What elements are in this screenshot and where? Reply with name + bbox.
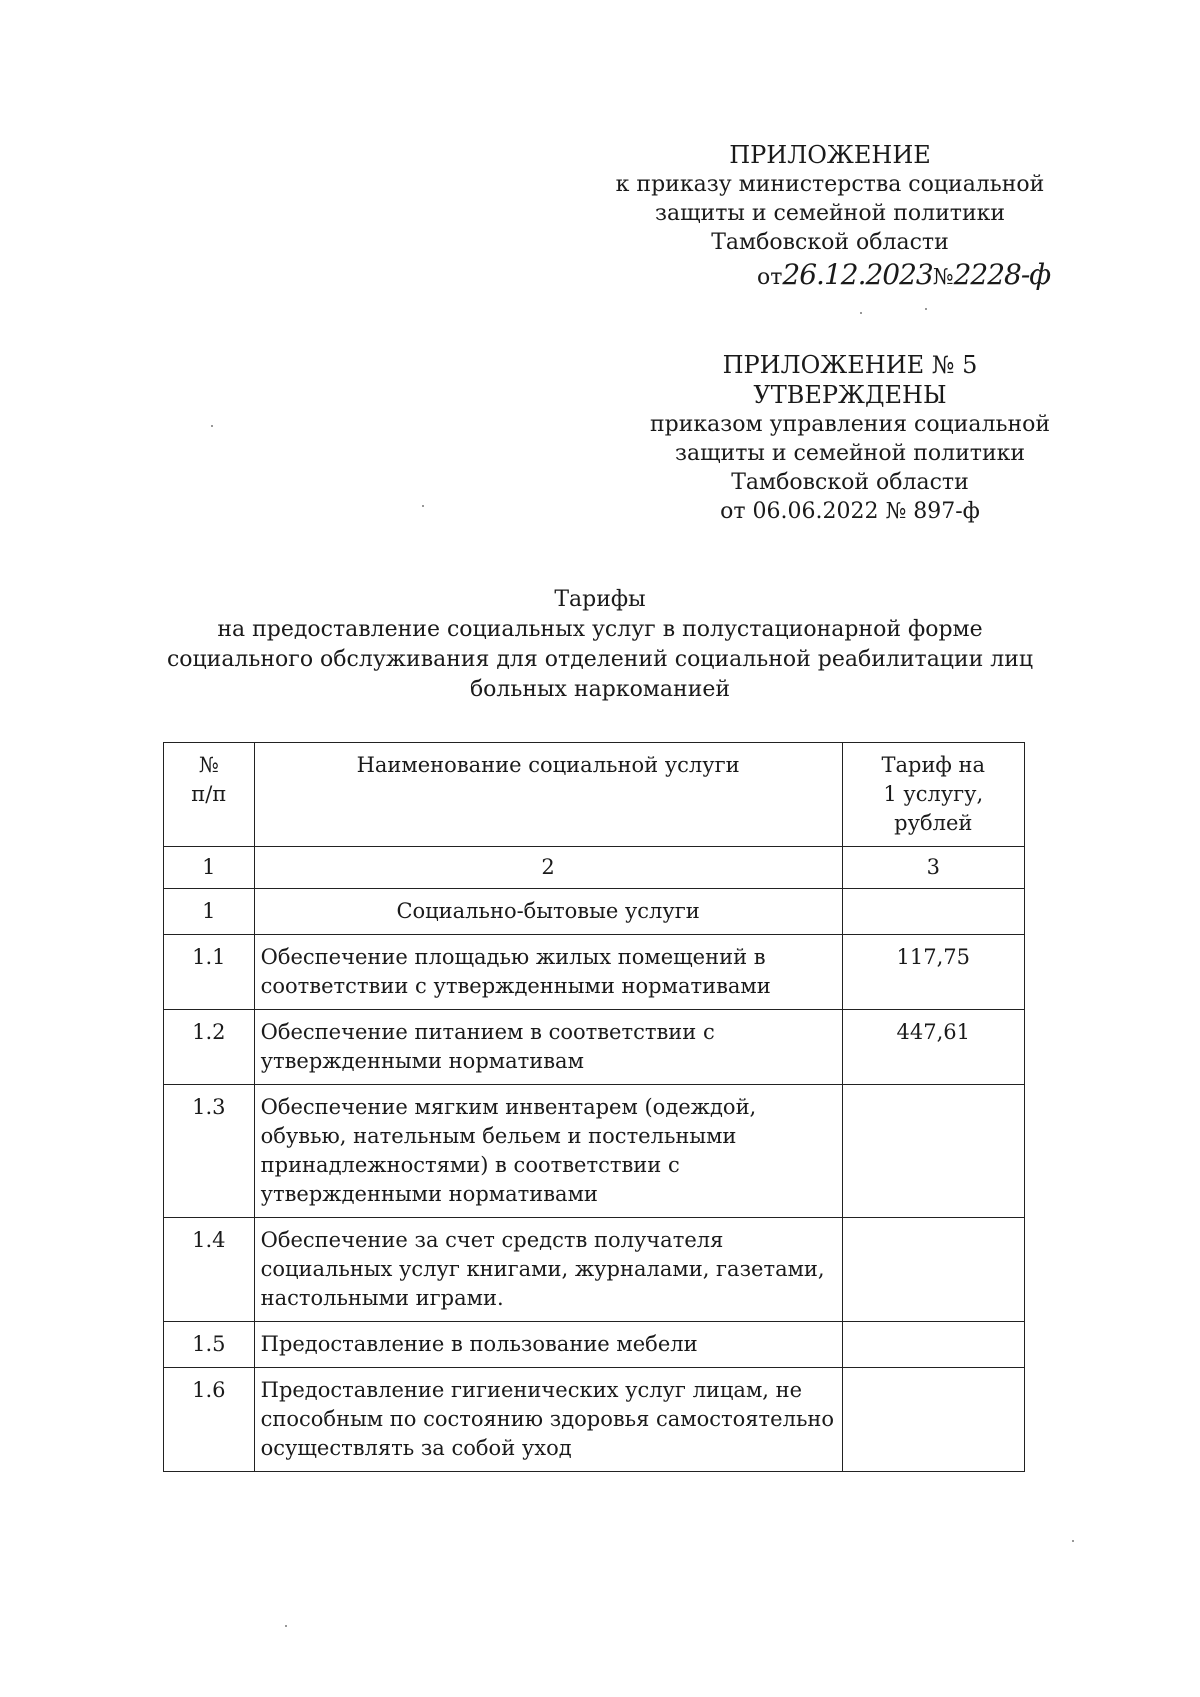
header-tariff-line: рублей	[894, 811, 973, 835]
row-num: 1.4	[164, 1218, 255, 1322]
header-num	[164, 743, 255, 847]
appendix5-header	[630, 350, 1070, 526]
order-reference	[757, 258, 1050, 291]
column-number-row	[164, 847, 1025, 889]
row-name: Обеспечение питанием в соответствии с утвержденными нормативам	[254, 1010, 842, 1085]
row-name: Обеспечение за счет средств получателя социальных услуг книгами, журналами, газетами, настольными играми.	[254, 1218, 842, 1322]
handwritten-number: 2228-ф	[953, 258, 1051, 291]
header-tariff	[842, 743, 1024, 847]
row-num: 1.2	[164, 1010, 255, 1085]
appendix5-line: Тамбовской области	[731, 470, 969, 495]
table-row	[164, 1218, 1025, 1322]
appendix5-heading: ПРИЛОЖЕНИЕ № 5	[722, 351, 978, 379]
order-prefix: от	[757, 265, 783, 290]
row-name: Обеспечение мягким инвентарем (одеждой, обувью, нательным бельем и постельными принадлежностями) в соответствии с утвержденными нормативами	[254, 1085, 842, 1218]
appendix5-line: приказом управления социальной	[649, 412, 1051, 437]
table-row	[164, 1010, 1025, 1085]
section-name: Социально-бытовые услуги	[254, 889, 842, 935]
row-num: 1.1	[164, 935, 255, 1010]
scan-speck	[1072, 1540, 1074, 1542]
document-title	[150, 585, 1050, 705]
header-tariff-line: 1 услугу,	[883, 782, 984, 806]
row-num: 1.3	[164, 1085, 255, 1218]
appendix-heading: ПРИЛОЖЕНИЕ	[729, 141, 931, 169]
table-header-row	[164, 743, 1025, 847]
header-name: Наименование социальной услуги	[254, 743, 842, 847]
title-line: больных наркоманией	[469, 677, 731, 702]
table-row	[164, 1368, 1025, 1472]
row-num: 1.6	[164, 1368, 255, 1472]
row-tariff	[842, 1218, 1024, 1322]
table-row	[164, 935, 1025, 1010]
appendix5-line: от 06.06.2022 № 897-ф	[720, 499, 980, 524]
title-line: на предоставление социальных услуг в полустационарной форме	[217, 617, 983, 642]
row-tariff	[842, 1368, 1024, 1472]
row-tariff: 117,75	[842, 935, 1024, 1010]
section-num: 1	[164, 889, 255, 935]
approved-heading: УТВЕРЖДЕНЫ	[753, 381, 947, 409]
row-name: Предоставление гигиенических услуг лицам, не способным по состоянию здоровья самостоятельно осуществлять за собой уход	[254, 1368, 842, 1472]
appendix-line: защиты и семейной политики	[654, 201, 1006, 226]
tariff-table	[163, 742, 1025, 1472]
column-number: 2	[254, 847, 842, 889]
title-line: Тарифы	[554, 587, 646, 612]
table-row	[164, 1322, 1025, 1368]
header-tariff-line: Тариф на	[881, 753, 986, 777]
row-tariff	[842, 1322, 1024, 1368]
header-num-line: №	[198, 753, 219, 777]
handwritten-date: 26.12.2023	[782, 258, 933, 291]
section-row	[164, 889, 1025, 935]
appendix5-line: защиты и семейной политики	[674, 441, 1026, 466]
scan-speck	[860, 312, 862, 314]
row-name: Обеспечение площадью жилых помещений в соответствии с утвержденными нормативами	[254, 935, 842, 1010]
title-line: социального обслуживания для отделений социальной реабилитации лиц	[166, 647, 1034, 672]
table-row	[164, 1085, 1025, 1218]
row-name: Предоставление в пользование мебели	[254, 1322, 842, 1368]
order-number-label: №	[932, 265, 954, 290]
row-tariff: 447,61	[842, 1010, 1024, 1085]
scan-speck	[211, 425, 213, 427]
row-num: 1.5	[164, 1322, 255, 1368]
appendix-header	[600, 140, 1060, 257]
column-number: 1	[164, 847, 255, 889]
scan-speck	[925, 308, 927, 310]
appendix-line: к приказу министерства социальной	[615, 172, 1045, 197]
scan-speck	[422, 505, 424, 507]
scan-speck	[285, 1625, 287, 1627]
appendix-line: Тамбовской области	[711, 230, 949, 255]
header-num-line: п/п	[191, 782, 227, 806]
row-tariff	[842, 1085, 1024, 1218]
section-tariff	[842, 889, 1024, 935]
column-number: 3	[842, 847, 1024, 889]
